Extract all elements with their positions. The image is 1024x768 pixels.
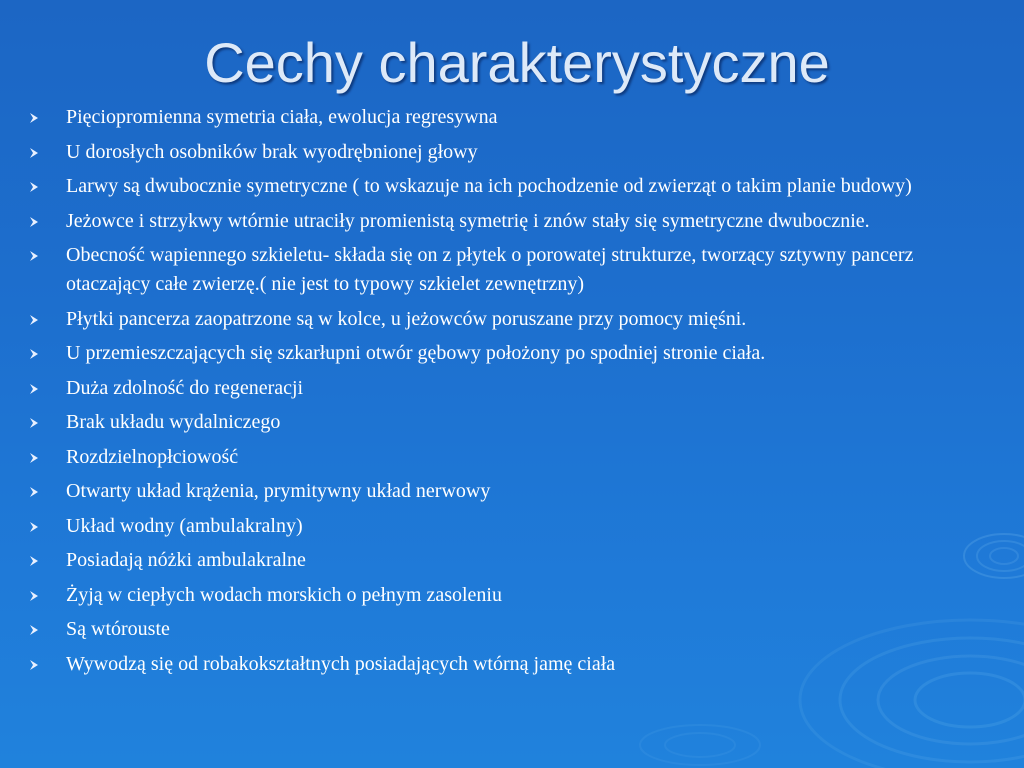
arrowhead-bullet-icon xyxy=(29,182,39,192)
list-item-text: U dorosłych osobników brak wyodrębnionej głowy xyxy=(66,140,478,163)
list-item-text: Płytki pancerza zaopatrzone są w kolce, u jeżowców poruszane przy pomocy mięśni. xyxy=(66,307,747,330)
arrowhead-bullet-icon xyxy=(29,556,39,566)
arrowhead-bullet-icon xyxy=(29,113,39,123)
arrowhead-bullet-icon xyxy=(29,148,39,158)
arrowhead-bullet-icon xyxy=(29,453,39,463)
arrowhead-bullet-icon xyxy=(29,251,39,261)
arrowhead-bullet-icon xyxy=(29,487,39,497)
list-item-text: Duża zdolność do regeneracji xyxy=(66,376,304,399)
list-item xyxy=(29,512,989,541)
arrowhead-bullet-icon xyxy=(29,384,39,394)
arrowhead-bullet-icon xyxy=(29,660,39,670)
arrowhead-bullet-icon xyxy=(29,217,39,227)
list-item xyxy=(29,339,989,368)
list-item xyxy=(29,103,989,132)
list-item xyxy=(29,546,989,575)
list-item xyxy=(29,374,989,403)
arrowhead-bullet-icon xyxy=(29,591,39,601)
list-item-text: U przemieszczających się szkarłupni otwór gębowy położony po spodniej stronie ciała. xyxy=(66,342,766,364)
list-item xyxy=(29,650,989,679)
list-item xyxy=(29,172,989,201)
list-item-text: Żyją w ciepłych wodach morskich o pełnym zasoleniu xyxy=(66,583,502,606)
arrowhead-bullet-icon xyxy=(29,625,39,635)
list-item xyxy=(29,241,989,299)
arrowhead-bullet-icon xyxy=(29,522,39,532)
list-item-text: Posiadają nóżki ambulakralne xyxy=(66,549,306,571)
list-item xyxy=(29,207,989,236)
list-item-text: Wywodzą się od robakokształtnych posiadających wtórną jamę ciała xyxy=(66,652,616,675)
list-item xyxy=(29,138,989,167)
list-item xyxy=(29,305,989,334)
list-item xyxy=(29,408,989,437)
arrowhead-bullet-icon xyxy=(29,315,39,325)
list-item-text: Obecność wapiennego szkieletu- składa się on z płytek o porowatej strukturze, tworzący sztywny pancerz otaczający całe zwierzę.( nie jest to typowy szkielet zewnętrzny) xyxy=(66,244,914,295)
list-item-text: Larwy są dwubocznie symetryczne ( to wskazuje na ich pochodzenie od zwierząt o takim planie budowy) xyxy=(66,175,912,197)
list-item-text: Rozdzielnopłciowość xyxy=(66,445,239,468)
list-item-text: Brak układu wydalniczego xyxy=(66,411,281,433)
list-item-text: Pięciopromienna symetria ciała, ewolucja regresywna xyxy=(66,106,498,128)
slide-title: Cechy charakterystyczne xyxy=(204,31,830,94)
bullet-list xyxy=(29,103,989,684)
list-item xyxy=(29,581,989,610)
list-item-text: Otwarty układ krążenia, prymitywny układ nerwowy xyxy=(66,480,491,502)
arrowhead-bullet-icon xyxy=(29,349,39,359)
list-item-text: Jeżowce i strzykwy wtórnie utraciły promienistą symetrię i znów stały się symetryczne dwubocznie. xyxy=(66,209,870,232)
list-item-text: Są wtórouste xyxy=(66,618,170,640)
arrowhead-bullet-icon xyxy=(29,418,39,428)
list-item xyxy=(29,477,989,506)
list-item xyxy=(29,443,989,472)
list-item xyxy=(29,615,989,644)
list-item-text: Układ wodny (ambulakralny) xyxy=(66,514,303,537)
